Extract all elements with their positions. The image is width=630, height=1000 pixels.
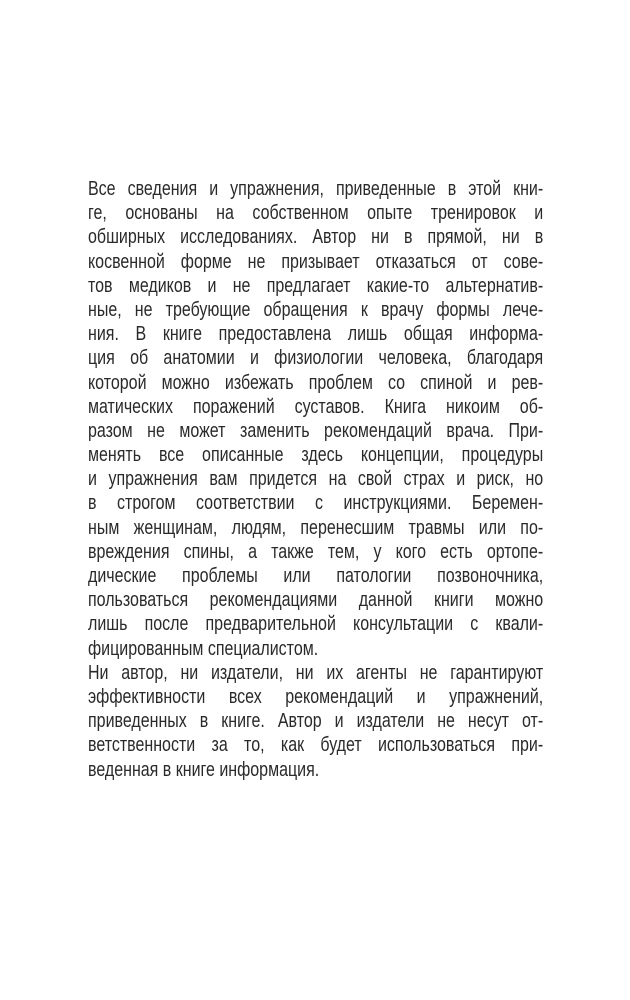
text-line: ция об анатомии и физиологии человека, благодаря — [88, 347, 544, 370]
text-line: матических поражений суставов. Книга никоим об- — [88, 395, 544, 418]
text-line: которой можно избежать проблем со спиной и рев- — [88, 371, 544, 394]
text-line: вреждения спины, а также тем, у кого есть ортопе- — [88, 540, 544, 563]
text-line: дические проблемы или патологии позвоночника, — [88, 565, 544, 587]
text-line: эффективности всех рекомендаций и упражнений, — [88, 685, 544, 708]
text-line: косвенной форме не призывает отказаться от сове- — [88, 250, 544, 273]
text-line: обширных исследованиях. Автор ни в прямой, ни в — [88, 226, 544, 249]
disclaimer-text — [88, 177, 543, 782]
text-line: ным женщинам, людям, перенесшим травмы или по- — [88, 516, 544, 539]
text-line: тов медиков и не предлагает какие-то альтернатив- — [88, 274, 544, 297]
paragraph-2 — [88, 661, 543, 782]
text-line: лишь после предварительной консультации с квали- — [88, 613, 544, 636]
text-line: и упражнения вам придется на свой страх и риск, но — [88, 468, 544, 491]
text-line: Все сведения и упражнения, приведенные в этой кни- — [88, 178, 544, 200]
text-line: разом не может заменить рекомендаций врача. При- — [88, 419, 544, 442]
paragraph-1 — [88, 177, 543, 661]
text-line: пользоваться рекомендациями данной книги можно — [88, 589, 544, 612]
text-line: ния. В книге предоставлена лишь общая информа- — [88, 323, 544, 346]
text-line: ветственности за то, как будет использоваться при- — [88, 734, 544, 757]
text-line: ге, основаны на собственном опыте тренировок и — [88, 202, 544, 225]
text-line: фицированным специалистом. — [88, 637, 319, 660]
text-line: менять все описанные здесь концепции, процедуры — [88, 444, 544, 467]
text-line: в строгом соответствии с инструкциями. Беремен- — [88, 492, 544, 515]
text-line: Ни автор, ни издатели, ни их агенты не гарантируют — [88, 661, 544, 684]
text-line: веденная в книге информация. — [88, 758, 320, 781]
text-line: ные, не требующие обращения к врачу формы лече- — [88, 298, 544, 321]
text-line: приведенных в книге. Автор и издатели не несут от- — [88, 710, 544, 733]
